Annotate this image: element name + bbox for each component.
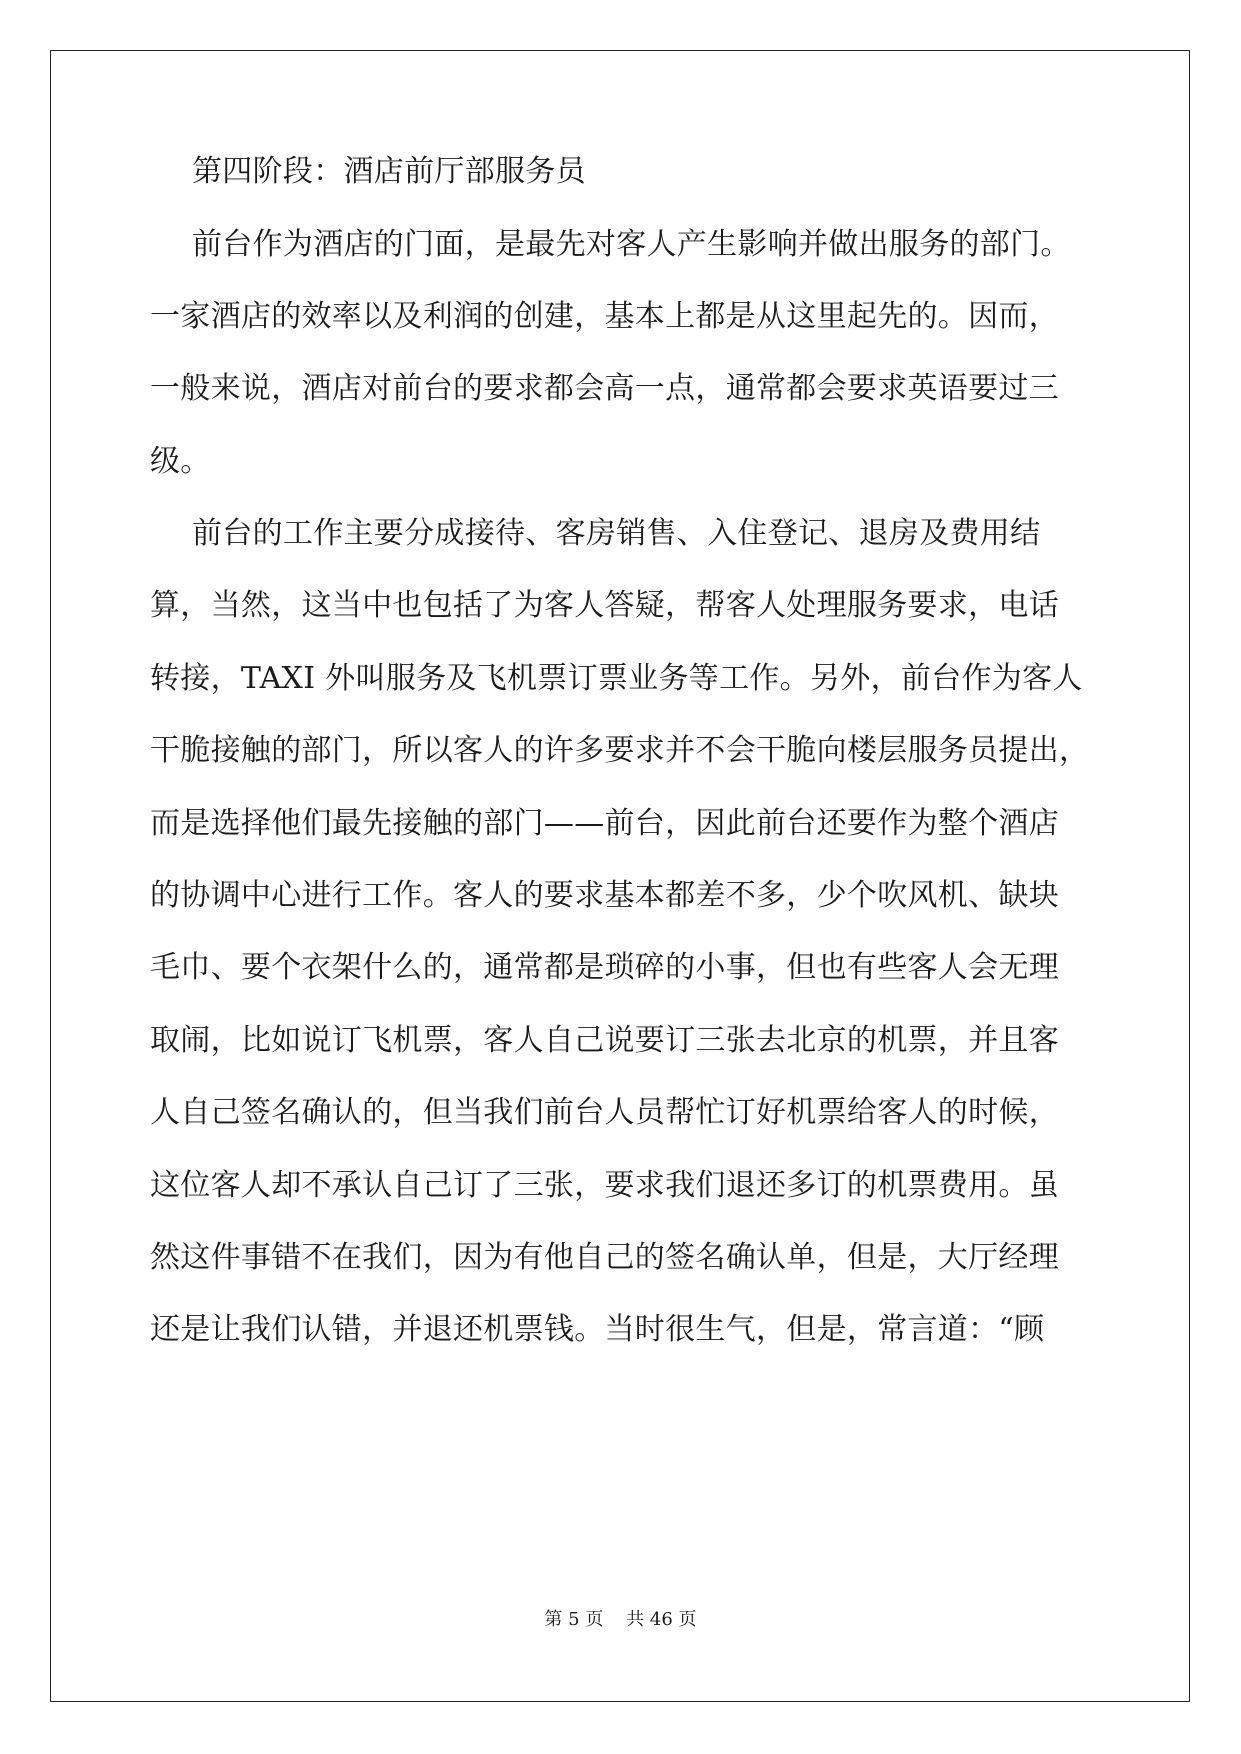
paragraph-line: 转接，TAXI 外叫服务及飞机票订票业务等工作。另外，前台作为客人: [150, 661, 1083, 696]
paragraph-line: 人自己签名确认的，但当我们前台人员帮忙订好机票给客人的时候，: [150, 1095, 1059, 1130]
paragraph-line: 一般来说，酒店对前台的要求都会高一点，通常都会要求英语要过三: [150, 371, 1059, 406]
paragraph-line: 算，当然，这当中也包括了为客人答疑，帮客人处理服务要求，电话: [150, 588, 1059, 623]
paragraph-line: 前台的工作主要分成接待、客房销售、入住登记、退房及费用结: [192, 516, 1041, 551]
paragraph-line: 一家酒店的效率以及利润的创建，基本上都是从这里起先的。因而，: [150, 299, 1059, 334]
section-heading: 第四阶段：酒店前厅部服务员: [192, 154, 586, 189]
paragraph-line: 级。: [150, 444, 211, 479]
paragraph-line: 还是让我们认错，并退还机票钱。当时很生气，但是，常言道：“顾: [150, 1312, 1045, 1347]
paragraph-line: 毛巾、要个衣架什么的，通常都是琐碎的小事，但也有些客人会无理: [150, 950, 1059, 985]
paragraph-line: 这位客人却不承认自己订了三张，要求我们退还多订的机票费用。虽: [150, 1168, 1059, 1203]
paragraph-line: 而是选择他们最先接触的部门——前台，因此前台还要作为整个酒店: [150, 806, 1059, 841]
paragraph-line: 前台作为酒店的门面，是最先对客人产生影响并做出服务的部门。: [192, 227, 1071, 262]
paragraph-line: 然这件事错不在我们，因为有他自己的签名确认单，但是，大厅经理: [150, 1240, 1059, 1275]
paragraph-line: 的协调中心进行工作。客人的要求基本都差不多，少个吹风机、缺块: [150, 878, 1059, 913]
paragraph-line: 干脆接触的部门，所以客人的许多要求并不会干脆向楼层服务员提出，: [150, 733, 1090, 768]
page-number-footer: 第 5 页 共 46 页: [544, 1609, 697, 1630]
paragraph-line: 取闹，比如说订飞机票，客人自己说要订三张去北京的机票，并且客: [150, 1023, 1059, 1058]
